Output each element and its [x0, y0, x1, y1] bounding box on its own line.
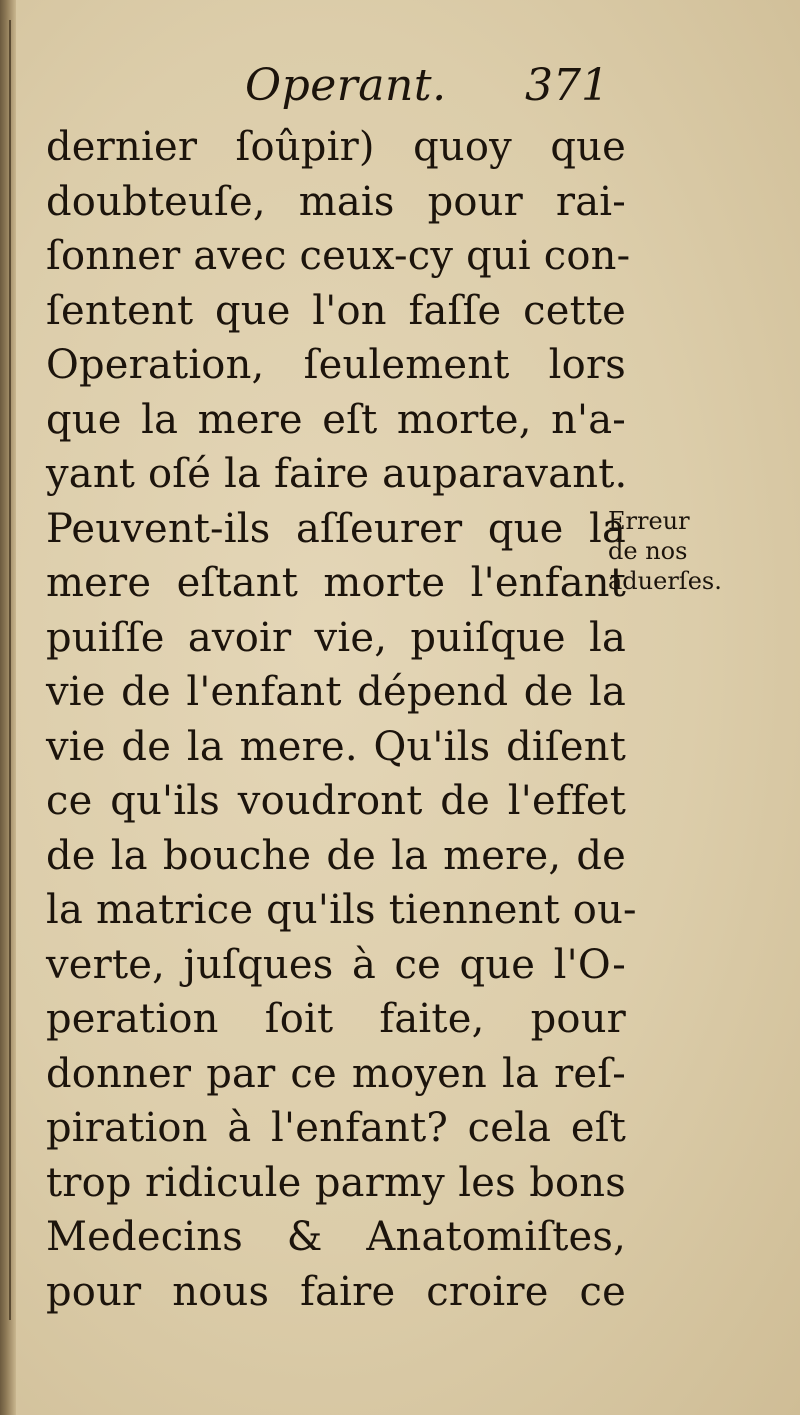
- text-line: doubteuſe, mais pour rai-: [46, 178, 626, 225]
- binding-rule: [9, 20, 11, 1320]
- text-line: verte, juſques à ce que l'O-: [46, 941, 626, 988]
- text-line: que la mere eſt morte, n'a-: [46, 396, 626, 443]
- page-header: [0, 52, 800, 112]
- text-line: trop ridicule parmy les bons: [46, 1159, 626, 1206]
- text-line: vie de la mere. Qu'ils diſent: [46, 723, 626, 770]
- text-line: piration à l'enfant? cela eſt: [46, 1105, 626, 1151]
- text-line: la matrice qu'ils tiennent ou-: [46, 887, 637, 933]
- margin-note-line: aduerſes.: [608, 567, 722, 595]
- text-line: peration ſoit faite, pour: [46, 996, 626, 1042]
- margin-note-line: Erreur: [608, 507, 690, 535]
- page-number: 371: [525, 60, 609, 111]
- text-line: yant oſé la faire auparavant.: [46, 451, 628, 497]
- text-line: donner par ce moyen la reſ-: [46, 1050, 626, 1097]
- text-line: vie de l'enfant dépend de la: [46, 669, 626, 715]
- text-line: ſentent que l'on faſſe cette: [46, 287, 626, 334]
- text-line: Medecins & Anatomiſtes,: [46, 1214, 626, 1260]
- text-line: Operation, ſeulement lors: [46, 342, 626, 388]
- text-line: ce qu'ils voudront de l'effet: [46, 778, 626, 824]
- text-line: Peuvent-ils aſſeurer que la: [46, 505, 626, 552]
- margin-note-line: de nos: [608, 537, 688, 565]
- text-line: de la bouche de la mere, de: [46, 832, 626, 879]
- running-head: Operant.: [245, 60, 447, 111]
- text-line: pour nous faire croire ce: [46, 1268, 626, 1315]
- text-line: ſonner avec ceux-cy qui con-: [46, 233, 631, 279]
- page-binding-edge: [0, 0, 16, 1415]
- text-line: dernier ſoûpir) quoy que: [46, 124, 626, 170]
- body-text: [46, 120, 637, 1319]
- text-line: puiſſe avoir vie, puiſque la: [46, 614, 626, 661]
- margin-note: [608, 506, 768, 596]
- text-line: mere eſtant morte l'enfant: [46, 560, 626, 606]
